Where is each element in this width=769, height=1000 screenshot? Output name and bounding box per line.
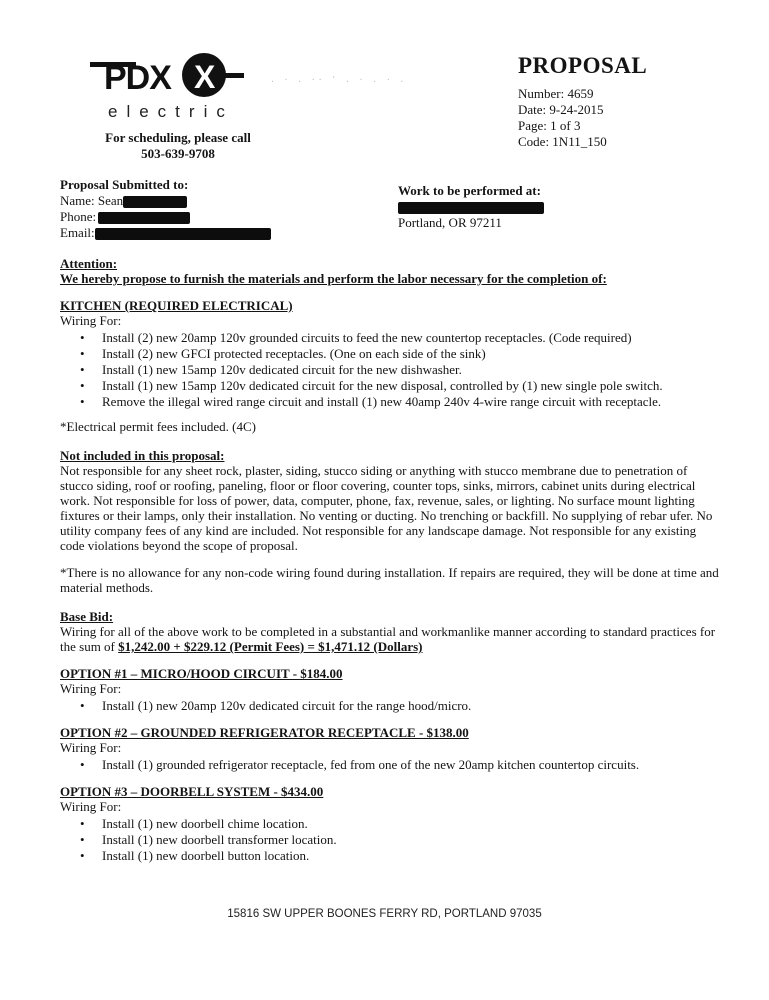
attention-heading: Attention: (60, 256, 118, 271)
not-included-heading: Not included in this proposal: (60, 448, 225, 463)
work-address-row (398, 199, 544, 215)
proposal-meta (518, 86, 607, 150)
base-bid-text (60, 624, 720, 654)
list-item: • Install (1) new 15amp 120v dedicated circuit for the new dishwasher. (60, 362, 720, 377)
work-location-block (398, 183, 544, 231)
company-tagline: electric (108, 102, 234, 121)
footer-address: 15816 SW UPPER BOONES FERRY RD, PORTLAND 97035 (227, 908, 542, 920)
option-1-section (60, 666, 720, 713)
option-2-wiring-for: Wiring For: (60, 740, 122, 755)
permit-note: *Electrical permit fees included. (4C) (60, 419, 257, 434)
scan-artifact: . · . ·· ' . · . · . (270, 75, 407, 84)
option-1-wiring-for: Wiring For: (60, 681, 122, 696)
redacted-name (123, 196, 187, 208)
list-item: • Install (1) new 15amp 120v dedicated circuit for the new disposal, controlled by (1) new single pole switch. (60, 378, 720, 393)
work-city: Portland, OR 97211 (398, 215, 502, 230)
scheduling-info (88, 130, 268, 162)
redacted-phone (98, 212, 190, 224)
list-item: • Install (1) new 20amp 120v dedicated circuit for the range hood/micro. (60, 698, 720, 713)
redacted-email (95, 228, 271, 240)
client-phone-label: Phone: (60, 209, 97, 224)
svg-text:X: X (194, 59, 216, 95)
client-name-row (60, 193, 271, 209)
list-item: • Install (1) new doorbell transformer location. (60, 832, 720, 847)
list-item: • Install (2) new 20amp 120v grounded circuits to feed the new countertop receptacles. (Code required) (60, 330, 720, 345)
allowance-note: *There is no allowance for any non-code wiring found during installation. If repairs are required, they will be done at time and material methods. (60, 565, 719, 595)
kitchen-section (60, 298, 720, 434)
list-item: • Install (1) new doorbell chime location. (60, 816, 720, 831)
client-email-row (60, 225, 271, 241)
option-1-items (60, 698, 720, 713)
client-name-label: Name: Sean (60, 193, 124, 208)
list-item: • Install (1) grounded refrigerator receptacle, fed from one of the new 20amp kitchen countertop circuits. (60, 757, 720, 772)
option-2-section (60, 725, 720, 772)
option-3-section (60, 784, 720, 863)
kitchen-items (60, 330, 720, 409)
client-phone-row (60, 209, 271, 225)
scheduling-text: For scheduling, please call (105, 130, 251, 145)
list-item: • Remove the illegal wired range circuit and install (1) new 40amp 240v 4-wire range circuit with receptacle. (60, 394, 720, 409)
list-item: • Install (1) new doorbell button location. (60, 848, 720, 863)
scheduling-phone: 503-639-9708 (141, 146, 215, 161)
list-item: • Install (2) new GFCI protected receptacles. (One on each side of the sink) (60, 346, 720, 361)
attention-statement: We hereby propose to furnish the materials and perform the labor necessary for the completion of: (60, 271, 607, 286)
base-bid-amount: $1,242.00 + $229.12 (Permit Fees) = $1,471.12 (Dollars) (118, 639, 423, 654)
redacted-address (398, 202, 544, 214)
not-included-section (60, 448, 720, 595)
kitchen-heading: KITCHEN (REQUIRED ELECTRICAL) (60, 298, 293, 313)
option-1-heading: OPTION #1 – MICRO/HOOD CIRCUIT - $184.00 (60, 666, 343, 681)
kitchen-wiring-for: Wiring For: (60, 313, 122, 328)
submitted-to-heading: Proposal Submitted to: (60, 177, 189, 192)
proposal-date: Date: 9-24-2015 (518, 102, 604, 117)
submitted-to-block (60, 177, 271, 241)
option-2-heading: OPTION #2 – GROUNDED REFRIGERATOR RECEPTACLE - $138.00 (60, 725, 469, 740)
not-included-body: Not responsible for any sheet rock, plaster, siding, stucco siding or anything with stucco membrane due to penetration of stucco siding, roof or roofing, paneling, floor or floor covering, counter tops, sinks, mirrors, cabinet units during electrical work. Not responsible for loss of power, data, computer, phone, fax, revenue, sales, or lighting. No surface mount lighting fixtures or their lamps, only their installation. No venting or ducting. No trenching or backfill. No supplying of rebar ufer. No utility company fees of any kind are included. Not responsible for any landscape damage. Not responsible for any existing code violations beyond the scope of proposal. (60, 463, 713, 553)
logo-text: PDX (104, 59, 171, 97)
base-bid-section (60, 609, 720, 654)
option-3-wiring-for: Wiring For: (60, 799, 122, 814)
base-bid-description: Wiring for all of the above work to be completed in a substantial and workmanlike manner according to standard practices for the sum of (60, 624, 716, 654)
proposal-body (60, 256, 720, 864)
proposal-page: Page: 1 of 3 (518, 118, 581, 133)
base-bid-heading: Base Bid: (60, 609, 114, 624)
proposal-number: Number: 4659 (518, 86, 594, 101)
option-2-items (60, 757, 720, 772)
option-3-items (60, 816, 720, 863)
client-email-label: Email: (60, 225, 95, 240)
pdx-logo-mark (88, 52, 248, 102)
proposal-title: PROPOSAL (518, 53, 648, 78)
proposal-code: Code: 1N11_150 (518, 134, 607, 149)
work-location-heading: Work to be performed at: (398, 183, 541, 198)
option-3-heading: OPTION #3 – DOORBELL SYSTEM - $434.00 (60, 784, 324, 799)
